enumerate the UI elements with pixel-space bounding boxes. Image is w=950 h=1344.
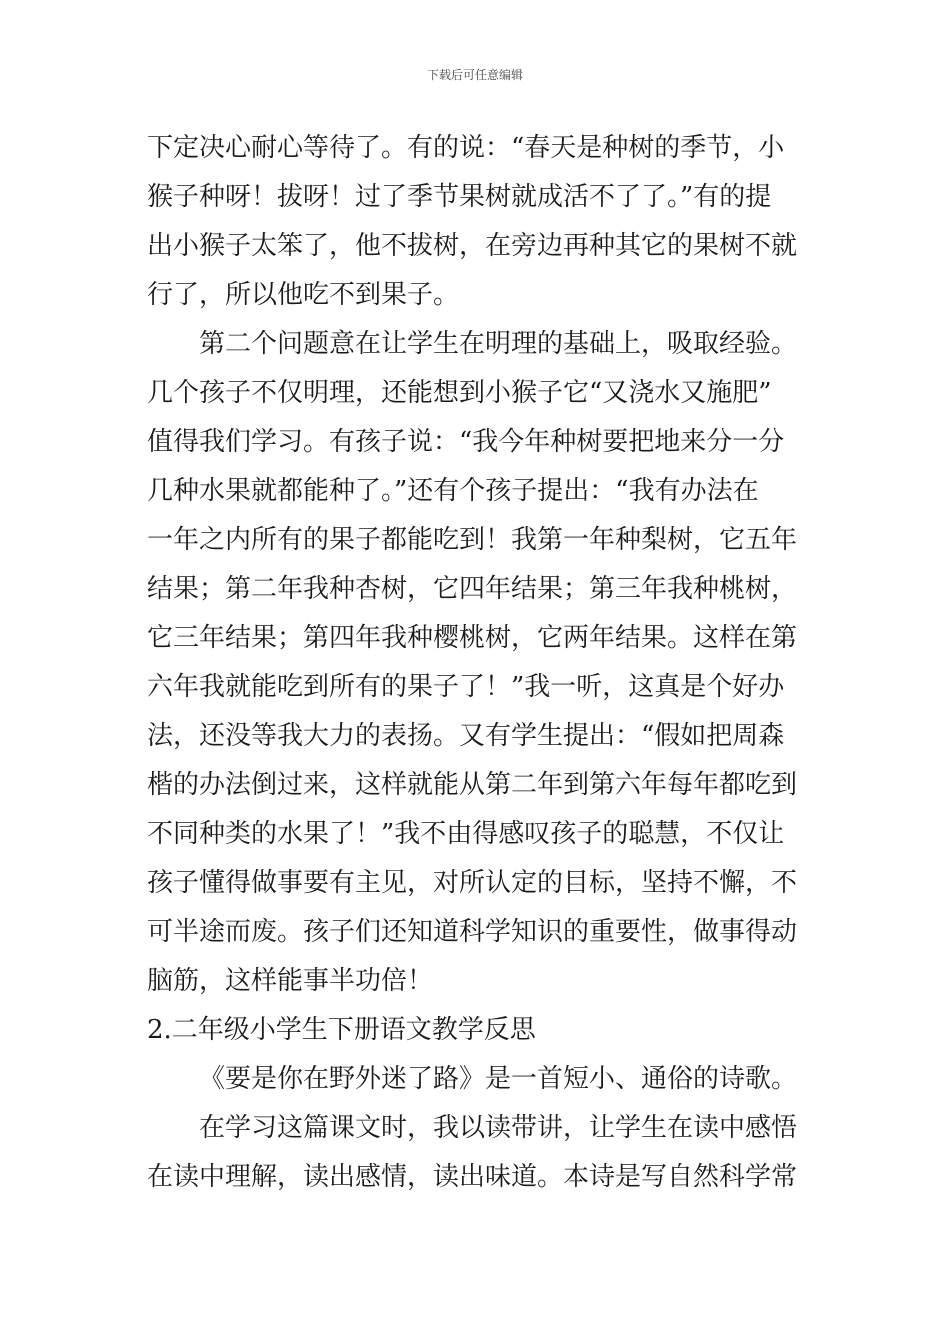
text-line: 2.二年级小学生下册语文教学反思 (147, 1015, 536, 1045)
text-line: 下定决心耐心等待了。有的说：“春天是种树的季节，小 (147, 133, 785, 163)
text-line: 几个孩子不仅明理，还能想到小猴子它“又浇水又施肥” (147, 378, 772, 408)
text-line: 孩子懂得做事要有主见，对所认定的目标，坚持不懈，不 (147, 868, 798, 898)
text-line: 猴子种呀！拔呀！过了季节果树就成活不了了。”有的提 (147, 182, 772, 212)
text-line: 行了，所以他吃不到果子。 (147, 280, 460, 310)
text-line: 第二个问题意在让学生在明理的基础上，吸取经验。 (199, 329, 798, 359)
text-line: 在学习这篇课文时，我以读带讲，让学生在读中感悟 (199, 1113, 798, 1143)
text-line: 楷的办法倒过来，这样就能从第二年到第六年每年都吃到 (147, 770, 798, 800)
text-line: 不同种类的水果了！”我不由得感叹孩子的聪慧，不仅让 (147, 819, 785, 849)
document-body (147, 124, 819, 1202)
text-line: 出小猴子太笨了，他不拔树，在旁边再种其它的果树不就 (147, 231, 798, 261)
text-line: 六年我就能吃到所有的果子了！”我一听，这真是个好办 (147, 672, 785, 702)
text-line: 几种水果就都能种了。”还有个孩子提出：“我有办法在 (147, 476, 759, 506)
text-line: 它三年结果；第四年我种樱桃树，它两年结果。这样在第 (147, 623, 798, 653)
text-line: 法，还没等我大力的表扬。又有学生提出：“假如把周森 (147, 721, 785, 751)
text-line: 在读中理解，读出感情，读出味道。本诗是写自然科学常 (147, 1162, 798, 1192)
text-line: 脑筋，这样能事半功倍！ (147, 966, 434, 996)
text-line: 《要是你在野外迷了路》是一首短小、通俗的诗歌。 (199, 1064, 798, 1094)
text-line: 一年之内所有的果子都能吃到！我第一年种梨树，它五年 (147, 525, 798, 555)
text-line: 结果；第二年我种杏树，它四年结果；第三年我种桃树， (147, 574, 798, 604)
text-line: 可半途而废。孩子们还知道科学知识的重要性，做事得动 (147, 917, 798, 947)
text-line: 值得我们学习。有孩子说：“我今年种树要把地来分一分 (147, 427, 785, 457)
page-header: 下载后可任意编辑 (426, 68, 523, 82)
